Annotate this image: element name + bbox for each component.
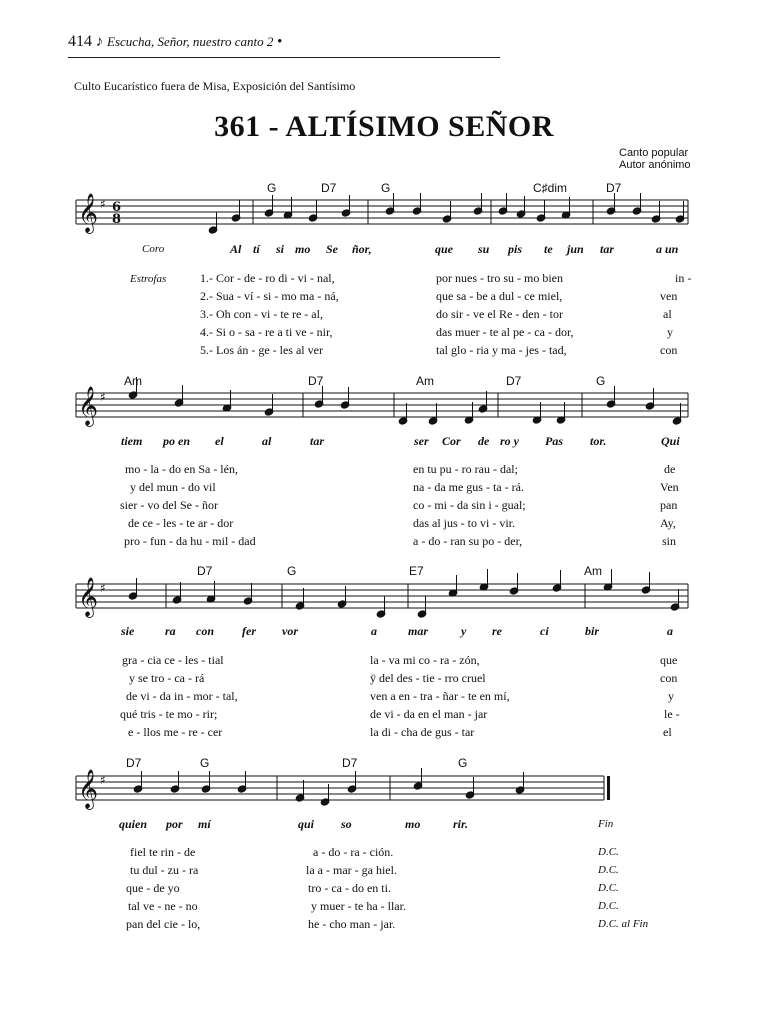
verse-line-b: la di - cha de gus - tar xyxy=(370,725,475,739)
sung-syllable: a xyxy=(371,624,377,638)
sung-syllable: mo xyxy=(295,242,311,256)
chord: E7 xyxy=(409,564,424,578)
sung-syllable: tí xyxy=(253,242,260,256)
sung-syllable: Pas xyxy=(545,434,563,448)
verse-line-b: la - va mi co - ra - zón, xyxy=(370,653,480,667)
sung-syllable: tiem xyxy=(121,434,143,448)
sung-syllable: tor. xyxy=(590,434,607,448)
verse-line-a: 5.- Los án - ge - les al ver xyxy=(200,343,323,357)
verse-line-b: ven a en - tra - ñar - te en mí, xyxy=(370,689,510,703)
sung-syllable: el xyxy=(215,434,224,448)
verse-line-b: que sa - be a dul - ce miel, xyxy=(436,289,563,303)
sung-syllable: Cor xyxy=(442,434,461,448)
sung-syllable: qui xyxy=(298,817,315,831)
verse-line-a: e - llos me - re - cer xyxy=(128,725,223,739)
sung-syllable: sie xyxy=(121,624,135,638)
sung-syllable: rir. xyxy=(453,817,469,831)
verse-line-b: do sir - ve el Re - den - tor xyxy=(436,307,563,321)
sung-syllable: Qui xyxy=(661,434,680,448)
header-bullet: • xyxy=(277,34,283,50)
verse-line-c: que xyxy=(660,653,678,667)
treble-clef-icon: 𝄞 xyxy=(78,577,99,617)
sung-syllable: fer xyxy=(242,624,256,638)
verse-line-a: pan del cie - lo, xyxy=(126,917,201,931)
verse-line-b: co - mi - da sin i - gual; xyxy=(413,498,526,512)
verse-line-a: 1.- Cor - de - ro di - vi - nal, xyxy=(200,271,335,285)
sung-syllable: mar xyxy=(408,624,429,638)
time-signature: 6 xyxy=(112,200,122,215)
song-title: 361 - ALTÍSIMO SEÑOR xyxy=(214,110,554,143)
verse-line-b: la a - mar - ga hiel. xyxy=(306,863,397,877)
chord: D7 xyxy=(506,374,522,388)
treble-clef-icon: 𝄞 xyxy=(78,769,99,809)
sung-syllable: jun xyxy=(567,242,584,256)
sung-syllable: ra xyxy=(165,624,176,638)
verse-line-b: das al jus - to vi - vir. xyxy=(413,516,515,530)
chord: G xyxy=(458,756,468,770)
chord: G xyxy=(287,564,297,578)
chord: Am xyxy=(416,374,434,388)
verse-line-a: y se tro - ca - rá xyxy=(129,671,205,685)
treble-clef-icon: 𝄞 xyxy=(78,193,99,233)
key-sharp-icon: ♯ xyxy=(100,197,106,211)
sung-syllable: pis xyxy=(508,242,523,256)
sung-syllable: a xyxy=(667,624,673,638)
sung-syllable: te xyxy=(544,242,553,256)
chord: G xyxy=(381,181,391,195)
sung-syllable: Al xyxy=(230,242,242,256)
key-sharp-icon: ♯ xyxy=(100,581,106,595)
verse-line-a: y del mun - do vil xyxy=(130,480,216,494)
verse-line-b: he - cho man - jar. xyxy=(308,917,396,931)
sung-syllable: que xyxy=(435,242,453,256)
verse-line-b: a - do - ran su po - der, xyxy=(413,534,523,548)
da-capo-label: D.C. xyxy=(598,846,619,858)
chord: C♯dim xyxy=(533,181,568,195)
book-title: Escucha, Señor, nuestro canto 2 xyxy=(107,34,274,49)
sung-syllable: de xyxy=(478,434,490,448)
chord: D7 xyxy=(342,756,358,770)
verse-line-b: tal glo - ria y ma - jes - tad, xyxy=(436,343,567,357)
sung-syllable: re xyxy=(492,624,502,638)
verse-line-b: tro - ca - do en ti. xyxy=(308,881,391,895)
time-signature: 8 xyxy=(112,212,122,227)
verse-line-c: in - xyxy=(675,271,692,285)
sung-syllable: quien xyxy=(119,817,148,831)
verse-line-c: de xyxy=(664,462,676,476)
chord: D7 xyxy=(126,756,142,770)
chord: Am xyxy=(124,374,142,388)
verse-line-b: a - do - ra - ción. xyxy=(313,845,394,859)
sung-syllable: Se xyxy=(326,242,338,256)
credit-line-2: Autor anónimo xyxy=(619,159,691,171)
sung-syllable: ci xyxy=(540,624,549,638)
verse-line-c: sin xyxy=(662,534,677,548)
sung-syllable: bir xyxy=(585,624,600,638)
verse-line-c: con xyxy=(660,671,678,685)
sung-syllable: mo xyxy=(405,817,421,831)
sung-syllable: ro y xyxy=(500,434,519,448)
chord: G xyxy=(267,181,277,195)
verse-line-b: na - da me gus - ta - rá. xyxy=(413,480,524,494)
verse-line-a: tal ve - ne - no xyxy=(128,899,198,913)
sung-syllable: ñor, xyxy=(352,242,372,256)
verse-line-b: das muer - te al pe - ca - dor, xyxy=(436,325,574,339)
verse-line-a: sier - vo del Se - ñor xyxy=(120,498,218,512)
final-barline xyxy=(607,776,610,800)
sung-syllable: tar xyxy=(310,434,325,448)
chord: D7 xyxy=(308,374,324,388)
verse-line-c: y xyxy=(667,325,673,339)
verse-line-b: de vi - da en el man - jar xyxy=(370,707,488,721)
verse-line-a: tu dul - zu - ra xyxy=(130,863,199,877)
sung-syllable: mí xyxy=(198,817,211,831)
key-sharp-icon: ♯ xyxy=(100,773,106,787)
section-heading: Culto Eucarístico fuera de Misa, Exposición del Santísimo xyxy=(74,79,356,93)
sung-syllable: por xyxy=(166,817,183,831)
label-coro: Coro xyxy=(142,243,165,255)
verse-line-a: de vi - da in - mor - tal, xyxy=(126,689,238,703)
music-note-icon: ♪ xyxy=(95,34,104,50)
verse-line-a: fiel te rin - de xyxy=(130,845,196,859)
da-capo-label: D.C. al Fin xyxy=(598,918,649,930)
fin-label: Fin xyxy=(598,818,614,830)
sung-syllable: vor xyxy=(282,624,298,638)
verse-line-c: el xyxy=(663,725,672,739)
verse-line-a: qué tris - te mo - rir; xyxy=(120,707,218,721)
chord: Am xyxy=(584,564,602,578)
verse-line-a: 4.- Si o - sa - re a ti ve - nir, xyxy=(200,325,333,339)
credit-line-1: Canto popular xyxy=(619,147,689,159)
verse-line-a: mo - la - do en Sa - lén, xyxy=(125,462,238,476)
sung-syllable: so xyxy=(341,817,352,831)
sung-syllable: si xyxy=(276,242,285,256)
verse-line-c: al xyxy=(663,307,672,321)
verse-line-b: por nues - tro su - mo bien xyxy=(436,271,563,285)
sung-syllable: su xyxy=(478,242,490,256)
chord: G xyxy=(200,756,210,770)
sung-syllable: con xyxy=(196,624,214,638)
verse-line-c: pan xyxy=(660,498,678,512)
page-number: 414 xyxy=(68,33,92,50)
verse-line-b: y muer - te ha - llar. xyxy=(311,899,406,913)
sung-syllable: tar xyxy=(600,242,615,256)
verse-line-c: le - xyxy=(664,707,680,721)
verse-line-a: de ce - les - te ar - dor xyxy=(128,516,234,530)
da-capo-label: D.C. xyxy=(598,900,619,912)
sung-syllable: al xyxy=(262,434,272,448)
verse-line-c: y xyxy=(668,689,674,703)
verse-line-c: Ay, xyxy=(660,516,676,530)
chord: D7 xyxy=(197,564,213,578)
treble-clef-icon: 𝄞 xyxy=(78,386,99,426)
verse-line-c: Ven xyxy=(660,480,679,494)
da-capo-label: D.C. xyxy=(598,882,619,894)
verse-line-b: en tu pu - ro rau - dal; xyxy=(413,462,518,476)
chord: D7 xyxy=(321,181,337,195)
da-capo-label: D.C. xyxy=(598,864,619,876)
verse-line-a: 2.- Sua - ví - si - mo ma - ná, xyxy=(200,289,339,303)
verse-line-a: 3.- Oh con - vi - te re - al, xyxy=(200,307,323,321)
sung-syllable: po en xyxy=(163,434,190,448)
label-estrofas: Estrofas xyxy=(130,273,167,285)
sung-syllable: a un xyxy=(656,242,679,256)
verse-line-c: con xyxy=(660,343,678,357)
verse-line-b: ÿ del des - tie - rro cruel xyxy=(370,671,486,685)
verse-line-c: ven xyxy=(660,289,678,303)
chord: G xyxy=(596,374,606,388)
key-sharp-icon: ♯ xyxy=(100,390,106,404)
sung-syllable: y xyxy=(461,624,467,638)
verse-line-a: que - de yo xyxy=(126,881,180,895)
sung-syllable: ser xyxy=(414,434,429,448)
chord: D7 xyxy=(606,181,622,195)
verse-line-a: gra - cia ce - les - tial xyxy=(122,653,224,667)
verse-line-a: pro - fun - da hu - mil - dad xyxy=(124,534,256,548)
